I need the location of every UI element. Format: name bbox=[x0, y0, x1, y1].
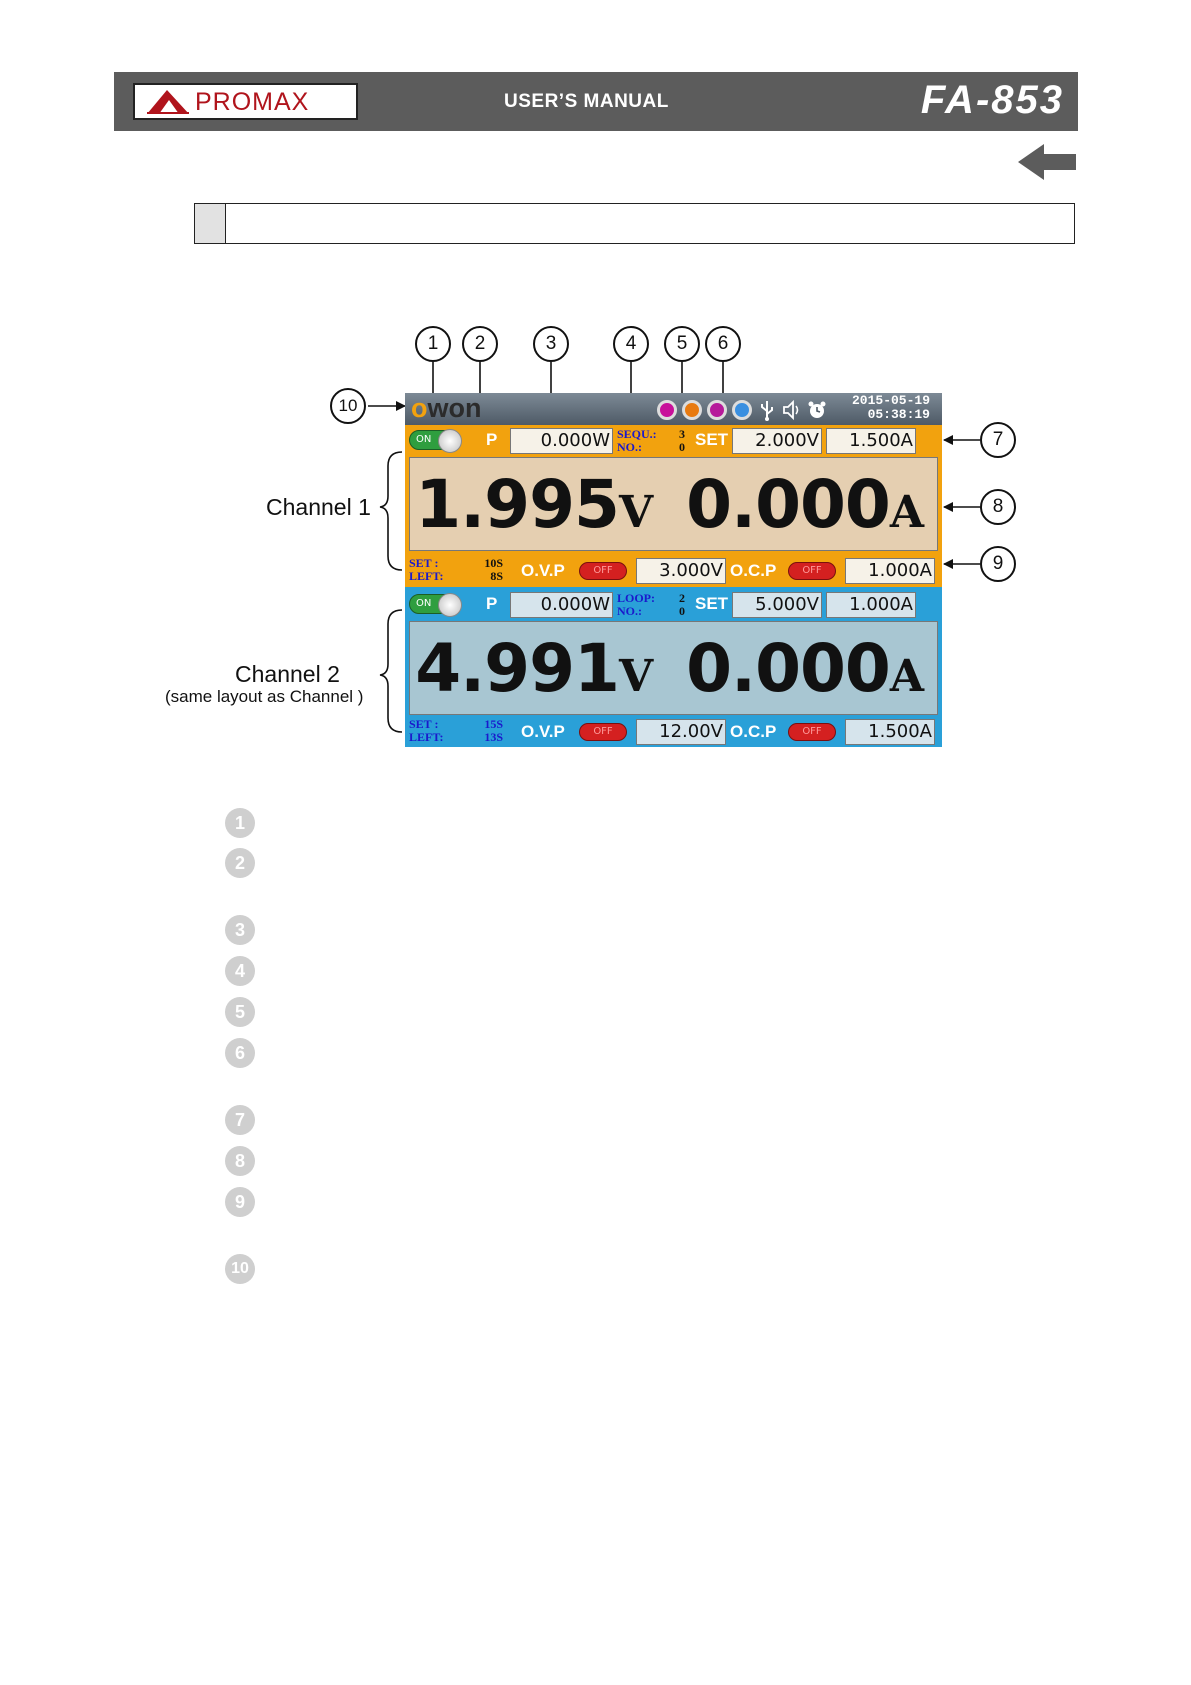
channel1-power-field: 0.000W bbox=[510, 428, 613, 454]
left-time-value: 13S bbox=[484, 730, 503, 744]
sequence-value: 3 bbox=[679, 427, 685, 441]
channel2-top-row bbox=[405, 589, 942, 619]
callout-10: 10 bbox=[330, 388, 366, 424]
channel2-label: Channel 2 bbox=[235, 661, 340, 687]
alarm-clock-icon bbox=[807, 399, 827, 421]
callout-1: 1 bbox=[415, 326, 451, 362]
voltage-unit: V bbox=[618, 651, 653, 702]
channel1-set-current[interactable]: 1.500A bbox=[826, 428, 916, 454]
legend-bullet-7: 7 bbox=[225, 1105, 255, 1135]
number-value: 0 bbox=[679, 604, 685, 618]
set-time-label: SET : bbox=[409, 717, 439, 731]
current-unit: A bbox=[889, 487, 923, 538]
toggle-knob bbox=[438, 429, 462, 453]
callout-6: 6 bbox=[705, 326, 741, 362]
channel2-current-value: 0.000 bbox=[686, 630, 890, 707]
loop-label: LOOP: bbox=[617, 591, 655, 605]
left-time-value: 8S bbox=[490, 569, 503, 583]
channel1-current-value: 0.000 bbox=[686, 466, 890, 543]
legend-bullet-1: 1 bbox=[225, 808, 255, 838]
channel1-ovp-value[interactable]: 3.000V bbox=[636, 558, 726, 584]
toggle-label: ON bbox=[416, 434, 432, 445]
number-label: NO.: bbox=[617, 604, 642, 618]
status-icon-group bbox=[657, 399, 827, 421]
set-label: SET bbox=[695, 594, 729, 613]
channel1-set-voltage[interactable]: 2.000V bbox=[732, 428, 822, 454]
manual-title: USER’S MANUAL bbox=[504, 91, 669, 112]
channel1-label: Channel 1 bbox=[266, 494, 371, 520]
loop-value: 2 bbox=[679, 591, 685, 605]
number-value: 0 bbox=[679, 440, 685, 454]
channel2-note: (same layout as Channel ) bbox=[165, 687, 364, 706]
channel-indicator-icon bbox=[657, 400, 677, 420]
channel2-ocp-value[interactable]: 1.500A bbox=[845, 719, 935, 745]
legend-bullet-6: 6 bbox=[225, 1038, 255, 1068]
channel2-panel bbox=[405, 589, 942, 747]
callout-9: 9 bbox=[980, 546, 1016, 582]
channel-indicator-icon bbox=[707, 400, 727, 420]
ocp-label: O.C.P bbox=[730, 722, 777, 741]
set-label: SET bbox=[695, 430, 729, 449]
ocp-toggle-button[interactable]: OFF bbox=[788, 562, 836, 580]
toggle-label: ON bbox=[416, 598, 432, 609]
model-name: FA-853 bbox=[920, 78, 1064, 122]
set-time-value: 15S bbox=[484, 717, 503, 731]
channel2-output-toggle[interactable] bbox=[409, 594, 461, 614]
screen-status-bar bbox=[405, 393, 942, 425]
legend-bullet-3: 3 bbox=[225, 915, 255, 945]
current-unit: A bbox=[889, 651, 923, 702]
usb-icon bbox=[757, 399, 777, 421]
set-time-value: 10S bbox=[484, 556, 503, 570]
number-label: NO.: bbox=[617, 440, 642, 454]
channel2-brace bbox=[380, 610, 402, 732]
ovp-toggle-button[interactable]: OFF bbox=[579, 562, 627, 580]
channel1-output-toggle[interactable] bbox=[409, 430, 461, 450]
ocp-label: O.C.P bbox=[730, 561, 777, 580]
channel2-set-voltage[interactable]: 5.000V bbox=[732, 592, 822, 618]
channel1-panel bbox=[405, 425, 942, 587]
ovp-label: O.V.P bbox=[521, 722, 565, 741]
ovp-label: O.V.P bbox=[521, 561, 565, 580]
channel2-set-current[interactable]: 1.000A bbox=[826, 592, 916, 618]
channel2-voltage-value: 4.991 bbox=[415, 630, 619, 707]
channel1-brace bbox=[380, 452, 402, 570]
callout-7: 7 bbox=[980, 422, 1016, 458]
channel1-main-readout bbox=[409, 457, 938, 551]
legend-bullet-5: 5 bbox=[225, 997, 255, 1027]
channel2-main-readout bbox=[409, 621, 938, 715]
brand-first-letter: o bbox=[411, 393, 428, 423]
power-supply-screen bbox=[405, 393, 942, 747]
legend-bullet-2: 2 bbox=[225, 848, 255, 878]
callout-4: 4 bbox=[613, 326, 649, 362]
time-text: 05:38:19 bbox=[867, 407, 930, 422]
left-time-label: LEFT: bbox=[409, 730, 444, 744]
sequence-label: SEQU.: bbox=[617, 427, 657, 441]
left-time-label: LEFT: bbox=[409, 569, 444, 583]
channel-indicator-icon bbox=[682, 400, 702, 420]
power-label: P bbox=[486, 594, 498, 613]
channel-indicator-icon bbox=[732, 400, 752, 420]
voltage-unit: V bbox=[618, 487, 653, 538]
date-text: 2015-05-19 bbox=[851, 393, 930, 408]
ocp-toggle-button[interactable]: OFF bbox=[788, 723, 836, 741]
channel2-ovp-value[interactable]: 12.00V bbox=[636, 719, 726, 745]
power-label: P bbox=[486, 430, 498, 449]
date-time-display bbox=[852, 394, 930, 422]
legend-bullet-10: 10 bbox=[225, 1254, 255, 1284]
channel2-bottom-row bbox=[405, 716, 942, 746]
channel1-voltage-value: 1.995 bbox=[415, 466, 619, 543]
ovp-toggle-button[interactable]: OFF bbox=[579, 723, 627, 741]
set-time-label: SET : bbox=[409, 556, 439, 570]
channel1-top-row bbox=[405, 425, 942, 455]
logo-text: PROMAX bbox=[195, 88, 310, 116]
channel1-ocp-value[interactable]: 1.000A bbox=[845, 558, 935, 584]
callout-3: 3 bbox=[533, 326, 569, 362]
callout-5: 5 bbox=[664, 326, 700, 362]
owon-logo bbox=[411, 393, 482, 424]
channel1-bottom-row bbox=[405, 555, 942, 585]
speaker-icon bbox=[782, 399, 802, 421]
legend-bullet-9: 9 bbox=[225, 1187, 255, 1217]
brand-rest: won bbox=[427, 393, 482, 423]
toggle-knob bbox=[438, 593, 462, 617]
callout-2: 2 bbox=[462, 326, 498, 362]
channel2-power-field: 0.000W bbox=[510, 592, 613, 618]
legend-bullet-8: 8 bbox=[225, 1146, 255, 1176]
legend-bullet-4: 4 bbox=[225, 956, 255, 986]
callout-8: 8 bbox=[980, 489, 1016, 525]
